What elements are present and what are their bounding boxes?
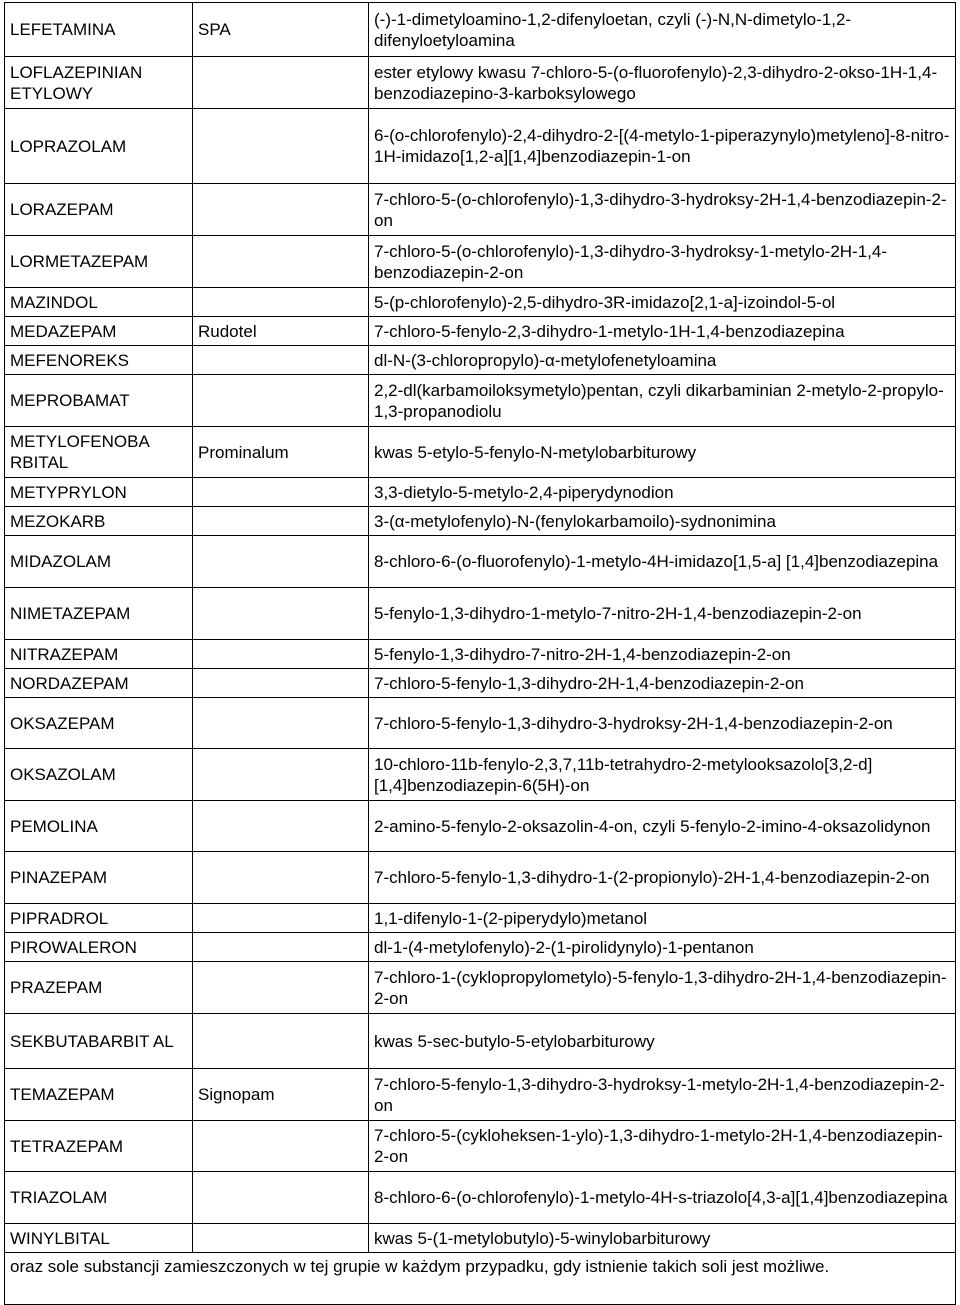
table-row	[5, 640, 956, 669]
trade-name	[193, 801, 369, 852]
substance-name: MIDAZOLAM	[5, 536, 193, 588]
trade-name: Rudotel	[193, 317, 369, 346]
chemical-name: 7-chloro-5-fenylo-1,3-dihydro-1-(2-propionylo)-2H-1,4-benzodiazepin-2-on	[369, 852, 956, 904]
chemical-name: kwas 5-etylo-5-fenylo-N-metylobarbiturowy	[369, 427, 956, 478]
chemical-name: 3,3-dietylo-5-metylo-2,4-piperydynodion	[369, 478, 956, 507]
trade-name	[193, 933, 369, 962]
trade-name: Signopam	[193, 1069, 369, 1121]
table-row	[5, 375, 956, 427]
chemical-name: 2,2-dl(karbamoiloksymetylo)pentan, czyli dikarbaminian 2-metylo-2-propylo-1,3-propanodiolu	[369, 375, 956, 427]
table-row	[5, 588, 956, 640]
table-row	[5, 962, 956, 1014]
table-row	[5, 346, 956, 375]
chemical-name: ester etylowy kwasu 7-chloro-5-(o-fluorofenylo)-2,3-dihydro-2-okso-1H-1,4-benzodiazepino-3-karboksylowego	[369, 57, 956, 109]
trade-name	[193, 236, 369, 288]
table-row	[5, 1172, 956, 1224]
chemical-name: 6-(o-chlorofenylo)-2,4-dihydro-2-[(4-metylo-1-piperazynylo)metyleno]-8-nitro-1H-imidazo[1,2-a][1,4]benzodiazepin-1-on	[369, 109, 956, 184]
chemical-name: kwas 5-(1-metylobutylo)-5-winylobarbiturowy	[369, 1224, 956, 1253]
trade-name: Prominalum	[193, 427, 369, 478]
table-row	[5, 109, 956, 184]
trade-name	[193, 588, 369, 640]
substance-name: PRAZEPAM	[5, 962, 193, 1014]
table-row	[5, 1069, 956, 1121]
substance-name: TRIAZOLAM	[5, 1172, 193, 1224]
table-row	[5, 749, 956, 801]
substance-table	[4, 2, 956, 1305]
chemical-name: dl-N-(3-chloropropylo)-α-metylofenetyloamina	[369, 346, 956, 375]
table-row	[5, 288, 956, 317]
trade-name	[193, 962, 369, 1014]
chemical-name: 5-fenylo-1,3-dihydro-7-nitro-2H-1,4-benzodiazepin-2-on	[369, 640, 956, 669]
chemical-name: 7-chloro-5-(o-chlorofenylo)-1,3-dihydro-3-hydroksy-2H-1,4-benzodiazepin-2-on	[369, 184, 956, 236]
chemical-name: 7-chloro-1-(cyklopropylometylo)-5-fenylo-1,3-dihydro-2H-1,4-benzodiazepin-2-on	[369, 962, 956, 1014]
trade-name	[193, 57, 369, 109]
substance-name: LOFLAZEPINIAN ETYLOWY	[5, 57, 193, 109]
substance-name: OKSAZOLAM	[5, 749, 193, 801]
table-row	[5, 478, 956, 507]
trade-name	[193, 749, 369, 801]
substance-name: NITRAZEPAM	[5, 640, 193, 669]
chemical-name: 2-amino-5-fenylo-2-oksazolin-4-on, czyli 5-fenylo-2-imino-4-oksazolidynon	[369, 801, 956, 852]
substance-name: LORMETAZEPAM	[5, 236, 193, 288]
chemical-name: 7-chloro-5-(o-chlorofenylo)-1,3-dihydro-3-hydroksy-1-metylo-2H-1,4-benzodiazepin-2-on	[369, 236, 956, 288]
chemical-name: 7-chloro-5-(cykloheksen-1-ylo)-1,3-dihydro-1-metylo-2H-1,4-benzodiazepin-2-on	[369, 1121, 956, 1172]
table-row	[5, 904, 956, 933]
substance-name: PIPRADROL	[5, 904, 193, 933]
trade-name	[193, 852, 369, 904]
chemical-name: (-)-1-dimetyloamino-1,2-difenyloetan, czyli (-)-N,N-dimetylo-1,2-difenyloetyloamina	[369, 3, 956, 57]
substance-name: PEMOLINA	[5, 801, 193, 852]
table-row	[5, 184, 956, 236]
trade-name	[193, 1172, 369, 1224]
chemical-name: 1,1-difenylo-1-(2-piperydylo)metanol	[369, 904, 956, 933]
substance-name: TETRAZEPAM	[5, 1121, 193, 1172]
footer-note: oraz sole substancji zamieszczonych w tej grupie w każdym przypadku, gdy istnienie takich soli jest możliwe.	[5, 1253, 956, 1305]
chemical-name: 8-chloro-6-(o-fluorofenylo)-1-metylo-4H-imidazo[1,5-a] [1,4]benzodiazepina	[369, 536, 956, 588]
chemical-name: 7-chloro-5-fenylo-2,3-dihydro-1-metylo-1H-1,4-benzodiazepina	[369, 317, 956, 346]
table-row	[5, 801, 956, 852]
chemical-name: 10-chloro-11b-fenylo-2,3,7,11b-tetrahydro-2-metylooksazolo[3,2-d][1,4]benzodiazepin-6(5H)-on	[369, 749, 956, 801]
table-row	[5, 669, 956, 698]
substance-name: METYLOFENOBA RBITAL	[5, 427, 193, 478]
table-row	[5, 1224, 956, 1253]
substance-name: WINYLBITAL	[5, 1224, 193, 1253]
table-row	[5, 427, 956, 478]
substance-name: MEPROBAMAT	[5, 375, 193, 427]
chemical-name: 3-(α-metylofenylo)-N-(fenylokarbamoilo)-sydnonimina	[369, 507, 956, 536]
trade-name	[193, 698, 369, 749]
substance-name: MEDAZEPAM	[5, 317, 193, 346]
chemical-name: 7-chloro-5-fenylo-1,3-dihydro-3-hydroksy-1-metylo-2H-1,4-benzodiazepin-2-on	[369, 1069, 956, 1121]
trade-name	[193, 184, 369, 236]
trade-name	[193, 1014, 369, 1069]
table-row	[5, 317, 956, 346]
trade-name	[193, 478, 369, 507]
table-row	[5, 1121, 956, 1172]
substance-name: TEMAZEPAM	[5, 1069, 193, 1121]
trade-name	[193, 375, 369, 427]
chemical-name: 7-chloro-5-fenylo-1,3-dihydro-3-hydroksy-2H-1,4-benzodiazepin-2-on	[369, 698, 956, 749]
table-row	[5, 507, 956, 536]
chemical-name: dl-1-(4-metylofenylo)-2-(1-pirolidynylo)-1-pentanon	[369, 933, 956, 962]
table-row	[5, 852, 956, 904]
trade-name	[193, 536, 369, 588]
chemical-name: 8-chloro-6-(o-chlorofenylo)-1-metylo-4H-s-triazolo[4,3-a][1,4]benzodiazepina	[369, 1172, 956, 1224]
substance-name: PIROWALERON	[5, 933, 193, 962]
substance-name: LOPRAZOLAM	[5, 109, 193, 184]
trade-name	[193, 288, 369, 317]
substance-name: MEFENOREKS	[5, 346, 193, 375]
chemical-name: 5-(p-chlorofenylo)-2,5-dihydro-3R-imidazo[2,1-a]-izoindol-5-ol	[369, 288, 956, 317]
trade-name	[193, 904, 369, 933]
trade-name	[193, 669, 369, 698]
trade-name	[193, 1121, 369, 1172]
chemical-name: 7-chloro-5-fenylo-1,3-dihydro-2H-1,4-benzodiazepin-2-on	[369, 669, 956, 698]
substance-name: MEZOKARB	[5, 507, 193, 536]
substance-name: MAZINDOL	[5, 288, 193, 317]
substance-name: METYPRYLON	[5, 478, 193, 507]
substance-name: LEFETAMINA	[5, 3, 193, 57]
trade-name	[193, 346, 369, 375]
substance-name: OKSAZEPAM	[5, 698, 193, 749]
trade-name: SPA	[193, 3, 369, 57]
table-row	[5, 1014, 956, 1069]
substance-name: LORAZEPAM	[5, 184, 193, 236]
chemical-name: kwas 5-sec-butylo-5-etylobarbiturowy	[369, 1014, 956, 1069]
table-row	[5, 933, 956, 962]
table-row	[5, 536, 956, 588]
substance-name: SEKBUTABARBIT AL	[5, 1014, 193, 1069]
trade-name	[193, 1224, 369, 1253]
table-row	[5, 698, 956, 749]
substance-name: NORDAZEPAM	[5, 669, 193, 698]
table-row	[5, 3, 956, 57]
substance-name: NIMETAZEPAM	[5, 588, 193, 640]
table-row	[5, 57, 956, 109]
trade-name	[193, 507, 369, 536]
trade-name	[193, 109, 369, 184]
chemical-name: 5-fenylo-1,3-dihydro-1-metylo-7-nitro-2H-1,4-benzodiazepin-2-on	[369, 588, 956, 640]
trade-name	[193, 640, 369, 669]
substance-name: PINAZEPAM	[5, 852, 193, 904]
table-body	[5, 3, 956, 1305]
table-row	[5, 236, 956, 288]
